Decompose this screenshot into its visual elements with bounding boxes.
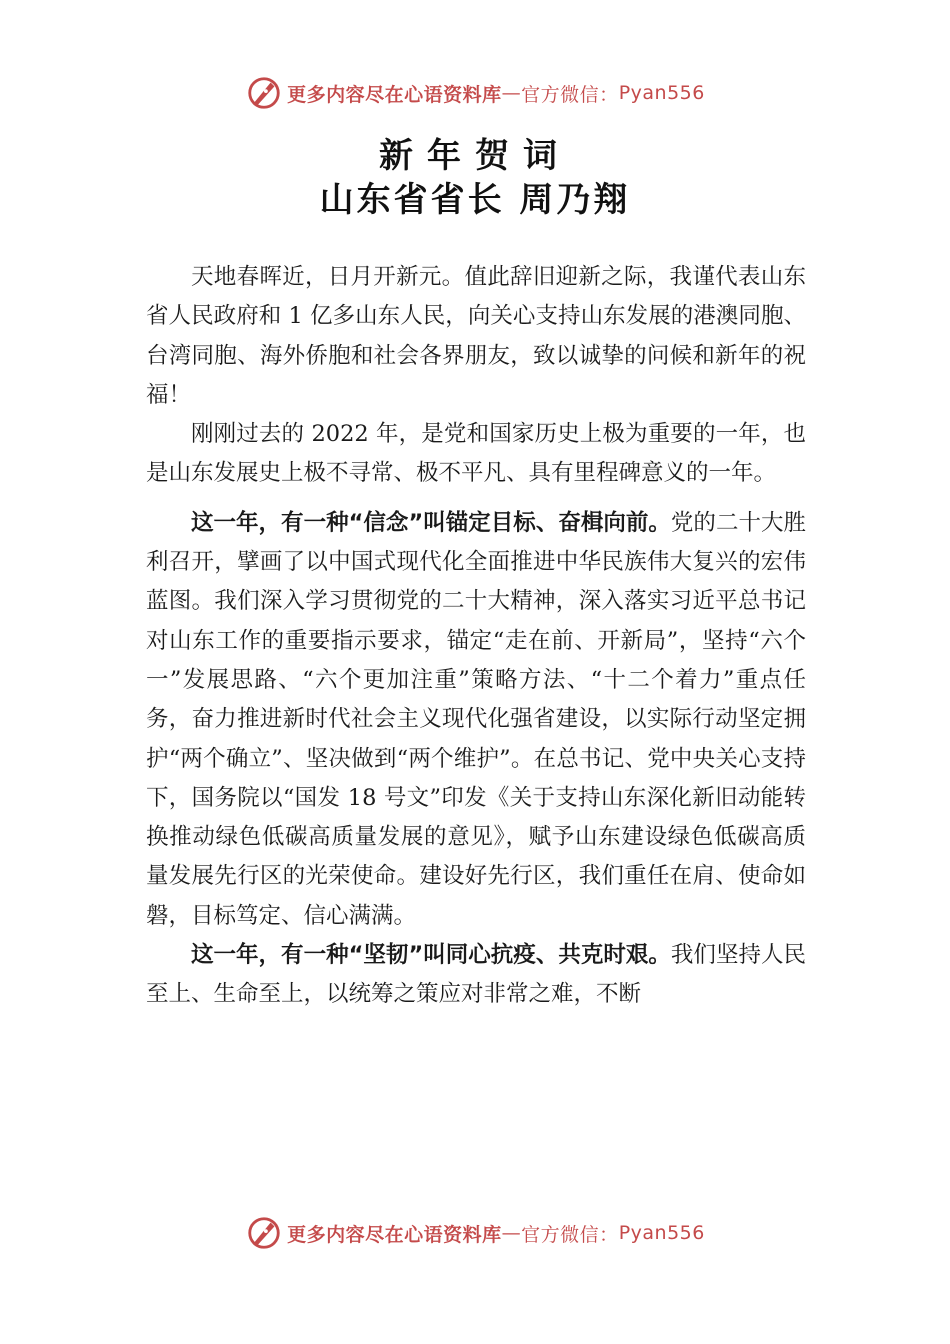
pen-nib-logo-icon [245, 1214, 283, 1252]
watermark-header [0, 74, 950, 112]
paragraph [146, 258, 806, 415]
pen-nib-logo-icon [245, 74, 283, 112]
paragraph-text: 刚刚过去的 2022 年，是党和国家历史上极为重要的一年，也是山东发展史上极不寻常、极不平凡、具有里程碑意义的一年。 [146, 421, 806, 487]
watermark-footer [0, 1214, 950, 1252]
watermark-separator: — [501, 1222, 522, 1244]
document-subtitle: 山东省省长 周乃翔 [319, 180, 631, 220]
paragraph-text: 党的二十大胜利召开，擘画了以中国式现代化全面推进中华民族伟大复兴的宏伟蓝图。我们深入学习贯彻党的二十大精神，深入落实习近平总书记对山东工作的重要指示要求，锚定“走在前、开新局”，坚持“六个一”发展思路、“六个更加注重”策略方法、“十二个着力”重点任务，奋力推进新时代社会主义现代化强省建设，以实际行动坚定拥护“两个确立”、坚决做到“两个维护”。在总书记、党中央关心支持下，国务院以“国发 18 号文”印发《关于支持山东深化新旧动能转换推动绿色低碳高质量发展的意见》，赋予山东建设绿色低碳高质量发展先行区的光荣使命。建设好先行区，我们重任在肩、使命如磐，目标笃定、信心满满。 [146, 509, 806, 929]
paragraph-lead: 这一年，有一种“坚韧”叫同心抗疫、共克时艰。 [191, 942, 671, 969]
paragraph-text: 我们坚持人民至上、生命至上，以统筹之策应对非常之难，不断 [146, 942, 806, 1008]
paragraph [146, 415, 806, 494]
watermark-text: 更多内容尽在心语资料库 [287, 83, 502, 106]
watermark-id: Pyan556 [618, 82, 705, 104]
paragraph-lead: 这一年，有一种“信念”叫锚定目标、奋楫向前。 [191, 509, 671, 536]
watermark-label: 官方微信： [521, 1223, 619, 1246]
document-body [146, 258, 806, 1015]
paragraph-text: 天地春晖近，日月开新元。值此辞旧迎新之际，我谨代表山东省人民政府和 1 亿多山东人民，向关心支持山东发展的港澳同胞、台湾同胞、海外侨胞和社会各界朋友，致以诚挚的问候和新年的祝福！ [146, 264, 806, 408]
watermark-separator: — [501, 82, 522, 104]
document-title: 新年贺词 [379, 136, 571, 176]
paragraph [146, 504, 806, 936]
watermark-label: 官方微信： [521, 83, 619, 106]
watermark-id: Pyan556 [618, 1222, 705, 1244]
watermark-text: 更多内容尽在心语资料库 [287, 1223, 502, 1246]
paragraph [146, 936, 806, 1015]
